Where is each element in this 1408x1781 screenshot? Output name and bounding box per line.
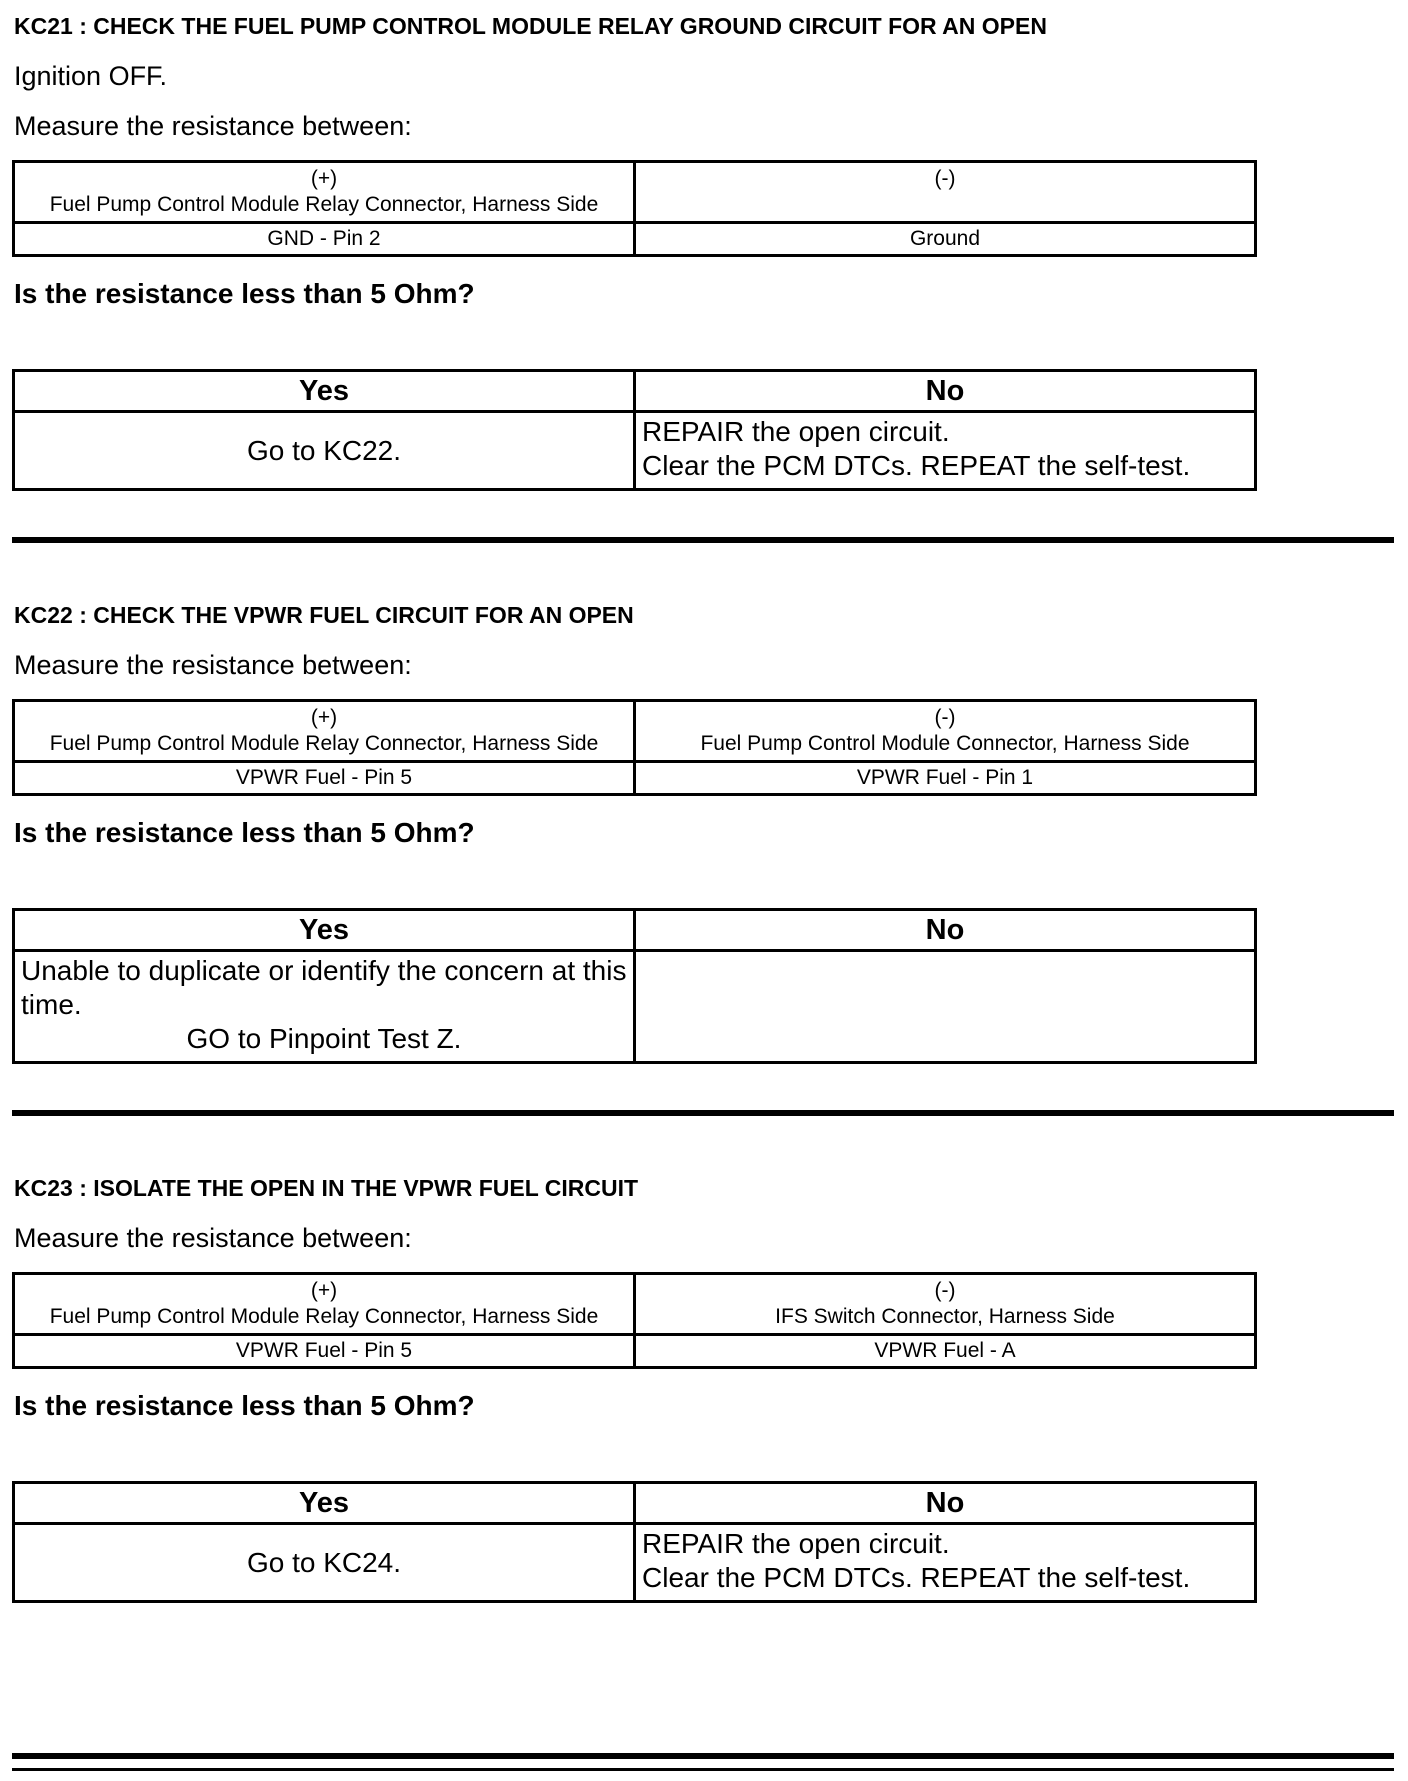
yes-action-cell (14, 1524, 635, 1602)
resistance-question: Is the resistance less than 5 Ohm? (14, 817, 475, 848)
yes-no-body-row (14, 1524, 1256, 1602)
measurement-header-row (14, 162, 1256, 223)
positive-header-cell (14, 701, 635, 762)
measure-instruction: Measure the resistance between: (14, 111, 412, 141)
negative-connector-label: IFS Switch Connector, Harness Side (775, 1305, 1115, 1328)
measurement-header-row (14, 701, 1256, 762)
no-action-line-2: Clear the PCM DTCs. REPEAT the self-test. (642, 450, 1191, 481)
negative-connector-label: Fuel Pump Control Module Connector, Harness Side (700, 732, 1190, 755)
bottom-rule-thick (12, 1753, 1394, 1759)
negative-pin-value: VPWR Fuel - Pin 1 (635, 762, 1256, 795)
yes-no-body-row (14, 412, 1256, 490)
section-title: KC22 : CHECK THE VPWR FUEL CIRCUIT FOR AN OPEN (14, 602, 634, 628)
yes-no-header-row (14, 1483, 1256, 1524)
measurement-table (12, 699, 1257, 796)
positive-pin-value: VPWR Fuel - Pin 5 (14, 1335, 635, 1368)
measurement-table (12, 1272, 1257, 1369)
yes-header: Yes (14, 910, 635, 951)
negative-connector-label (644, 192, 1246, 218)
measurement-header-row (14, 1274, 1256, 1335)
measure-instruction: Measure the resistance between: (14, 650, 412, 680)
no-action-cell (635, 951, 1256, 1063)
positive-sign-label: (+) (310, 706, 338, 729)
resistance-question: Is the resistance less than 5 Ohm? (14, 278, 475, 309)
yes-action-cell (14, 951, 635, 1063)
positive-pin-value: GND - Pin 2 (14, 223, 635, 256)
no-action-line-1: REPAIR the open circuit. (642, 416, 950, 447)
section-separator (12, 537, 1394, 543)
section-title: KC21 : CHECK THE FUEL PUMP CONTROL MODULE RELAY GROUND CIRCUIT FOR AN OPEN (14, 13, 1047, 39)
positive-sign-label: (+) (310, 167, 338, 190)
yes-no-header-row (14, 910, 1256, 951)
yes-no-table (12, 908, 1257, 1064)
yes-action-text: Go to KC22. (246, 434, 402, 466)
yes-header: Yes (14, 371, 635, 412)
page-bottom-separator (12, 1753, 1394, 1771)
measurement-value-row (14, 1335, 1256, 1368)
yes-action-line-1: Unable to duplicate or identify the concern at this time. (21, 955, 627, 1020)
measurement-value-row (14, 223, 1256, 256)
yes-action-cell (14, 412, 635, 490)
no-header: No (635, 910, 1256, 951)
yes-action-text: Go to KC24. (246, 1546, 402, 1578)
positive-connector-label: Fuel Pump Control Module Relay Connector, Harness Side (49, 1305, 599, 1328)
positive-sign-label: (+) (310, 1279, 338, 1302)
no-action-cell (635, 412, 1256, 490)
negative-pin-value: VPWR Fuel - A (635, 1335, 1256, 1368)
measurement-value-row (14, 762, 1256, 795)
section-kc22 (12, 601, 1394, 1116)
no-header: No (635, 371, 1256, 412)
negative-header-cell (635, 162, 1256, 223)
yes-action-line-2: GO to Pinpoint Test Z. (186, 1023, 462, 1054)
positive-connector-label: Fuel Pump Control Module Relay Connector, Harness Side (49, 193, 599, 216)
section-kc21 (12, 12, 1394, 543)
yes-no-body-row (14, 951, 1256, 1063)
negative-sign-label: (-) (934, 1279, 956, 1302)
measurement-table (12, 160, 1257, 257)
negative-header-cell (635, 1274, 1256, 1335)
no-action-line-2: Clear the PCM DTCs. REPEAT the self-test. (642, 1562, 1191, 1593)
section-separator (12, 1110, 1394, 1116)
no-action-cell (635, 1524, 1256, 1602)
positive-pin-value: VPWR Fuel - Pin 5 (14, 762, 635, 795)
positive-connector-label: Fuel Pump Control Module Relay Connector, Harness Side (49, 732, 599, 755)
ignition-instruction: Ignition OFF. (14, 61, 168, 91)
yes-no-table (12, 1481, 1257, 1603)
negative-sign-label: (-) (934, 167, 956, 190)
positive-header-cell (14, 162, 635, 223)
negative-sign-label: (-) (934, 706, 956, 729)
yes-no-header-row (14, 371, 1256, 412)
yes-no-table (12, 369, 1257, 491)
no-header: No (635, 1483, 1256, 1524)
negative-header-cell (635, 701, 1256, 762)
measure-instruction: Measure the resistance between: (14, 1223, 412, 1253)
resistance-question: Is the resistance less than 5 Ohm? (14, 1390, 475, 1421)
yes-header: Yes (14, 1483, 635, 1524)
section-kc23 (12, 1174, 1394, 1771)
no-action-line-1: REPAIR the open circuit. (642, 1528, 950, 1559)
bottom-rule-thin (12, 1768, 1394, 1771)
positive-header-cell (14, 1274, 635, 1335)
section-title: KC23 : ISOLATE THE OPEN IN THE VPWR FUEL CIRCUIT (14, 1175, 639, 1201)
negative-pin-value: Ground (635, 223, 1256, 256)
